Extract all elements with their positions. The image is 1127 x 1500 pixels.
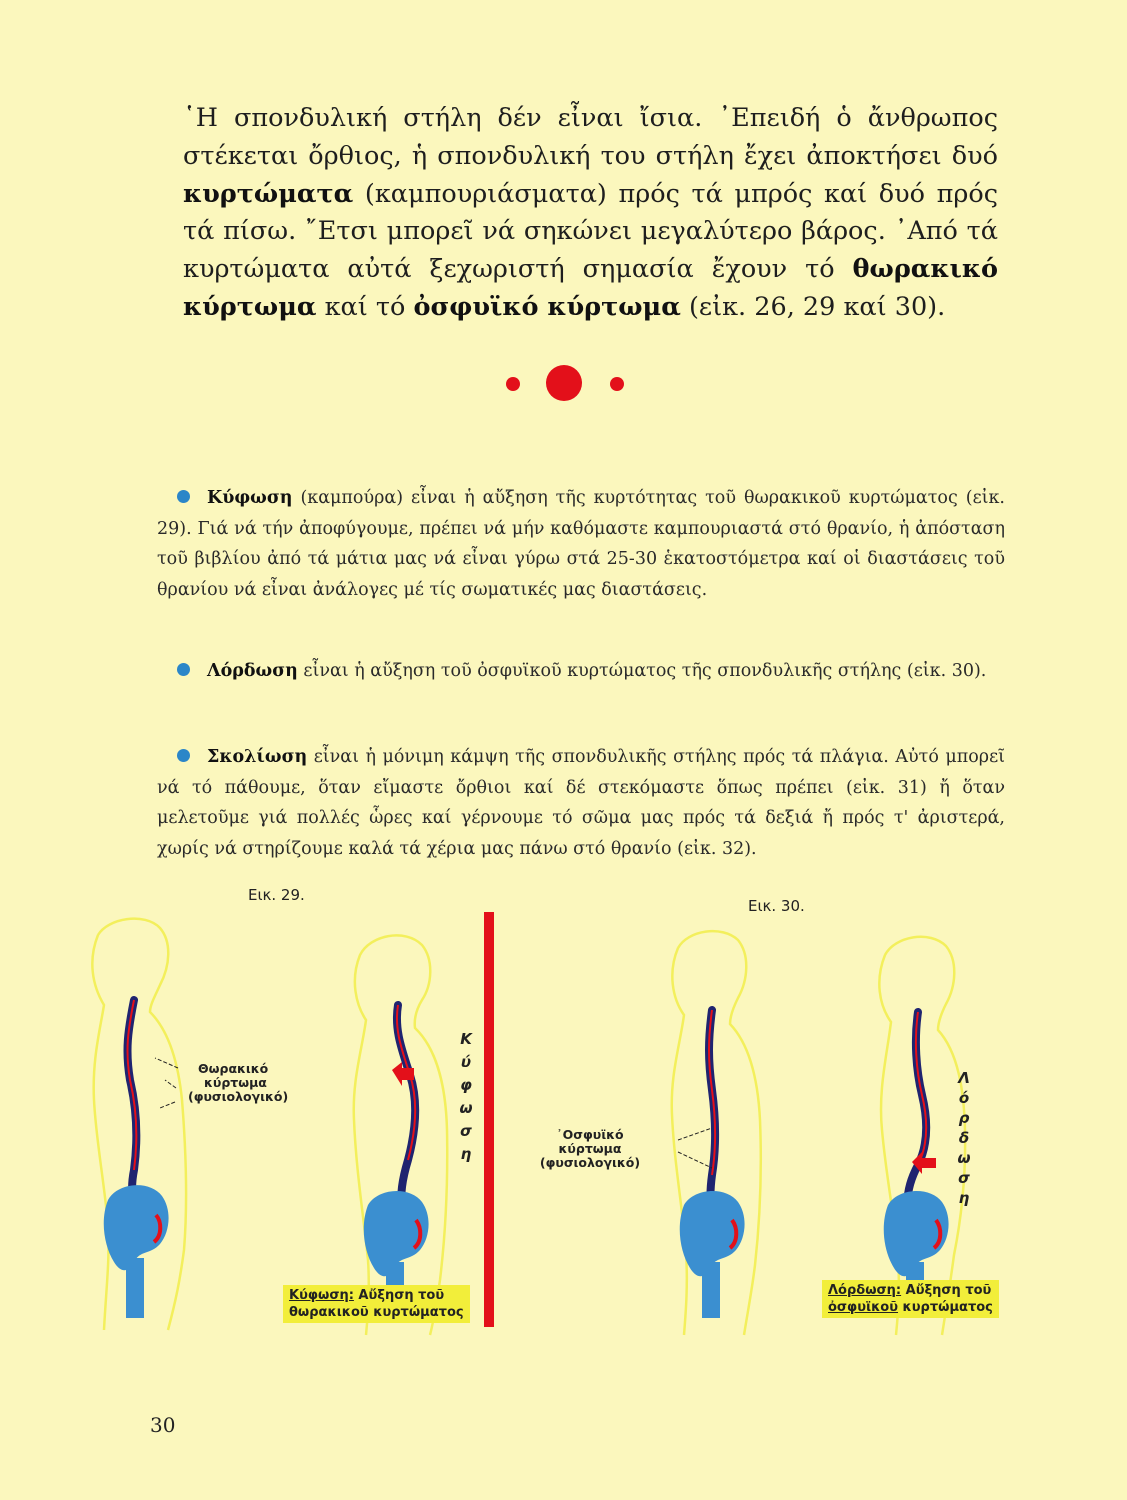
intro-text-3: καί τό [316, 291, 414, 322]
fig30-vertical-lordosis-word [954, 1068, 974, 1208]
vertical-letter: δ [958, 1129, 970, 1147]
intro-bold-lumbar: ὀσφυϊκό κύρτωμα [413, 291, 681, 322]
vertical-letter: Λ [958, 1069, 970, 1087]
kyphosis-text: (καμπούρα) εἶναι ἡ αὔξηση τῆς κυρτότητας τοῦ θωρακικοῦ κυρτώματος (εἰκ. 29). Γιά νά τήν ἀποφύγουμε, πρέπει νά μήν καθόμαστε καμπουριαστά στό θρανίο, ἡ ἀπόσταση τοῦ βιβλίου ἀπό τά μάτια μας νά εἶναι γύρω στά 25-30 ἑκατοστόμετρα καί οἱ διαστάσεις τοῦ θρανίου νά εἶναι ἀνάλογες μέ τίς σωματικές μας διαστάσεις. [157, 488, 1005, 600]
caption-text: Αὔξηση τοῦ [901, 1283, 992, 1298]
caption-term: Κύφωση: [289, 1288, 354, 1303]
annotation-line: (φυσιολογικό) [539, 1155, 641, 1170]
vertical-letter: Κ [460, 1030, 472, 1048]
intro-bold-thoracic: θωρακικό κύρτωμα [183, 254, 998, 322]
page-number: 30 [150, 1413, 176, 1437]
fig29-thoracic-annotation [180, 1062, 310, 1104]
caption-text: θωρακικοῦ κυρτώματος [289, 1305, 464, 1320]
caption-term: Λόρδωση: [828, 1283, 902, 1298]
caption-text: κυρτώματος [898, 1300, 993, 1315]
lordosis-term: Λόρδωση [207, 661, 298, 681]
intro-text-2: (καμπουριάσματα) πρός τά μπρός καί δυό πρός τά πίσω. ῎Ετσι μπορεῖ νά σηκώνει μεγαλύτερο βάρος. ᾿Από τά κυρτώματα αὐτά ξεχωριστή σημασία ἔχουν τό [183, 178, 998, 285]
intro-bold-curvatures: κυρτώματα [183, 178, 354, 209]
annotation-line: Θωρακικό [198, 1061, 269, 1076]
intro-text-4: (εἰκ. 26, 29 καί 30). [680, 291, 946, 322]
fig29-caption [283, 1285, 470, 1323]
fig30-lumbar-annotation [520, 1128, 660, 1170]
lordosis-text: εἶναι ἡ αὔξηση τοῦ ὀσφυϊκοῦ κυρτώματος τῆς σπονδυλικῆς στήλης (εἰκ. 30). [297, 661, 987, 681]
vertical-letter: ό [958, 1089, 970, 1107]
vertical-letter: ύ [460, 1053, 472, 1071]
red-divider-bar [484, 912, 494, 1327]
vertical-letter: ω [957, 1149, 971, 1167]
vertical-letter: η [958, 1189, 970, 1207]
fig30-label: Εικ. 30. [748, 897, 805, 915]
vertical-letter: η [460, 1145, 472, 1163]
fig29-vertical-kyphosis-word [456, 1028, 476, 1166]
fig30-normal-figure [672, 931, 761, 1335]
vertical-letter: σ [958, 1169, 970, 1187]
vertical-letter: ρ [958, 1109, 970, 1127]
intro-text-1: ῾Η σπονδυλική στήλη δέν εἶναι ἴσια. ᾿Επειδή ὁ ἄνθρωπος στέκεται ὄρθιος, ἡ σπονδυλική του στήλη ἔχει ἀποκτήσει δυό [183, 103, 998, 171]
scoliosis-text: εἶναι ἡ μόνιμη κάμψη τῆς σπονδυλικῆς στήλης πρός τά πλάγια. Αὐτό μπορεῖ νά τό πάθουμε, ὅταν εἴμαστε ὄρθιοι καί δέ στεκόμαστε ὅπως πρέπει (εἰκ. 31) ἤ ὅταν μελετοῦμε γιά πολλές ὧρες καί γέρνουμε τό σῶμα μας πρός τά δεξιά ἤ πρός τ' ἀριστερά, χωρίς νά στηρίζουμε καλά τά χέρια μας πάνω στό θρανίο (εἰκ. 32). [157, 747, 1005, 859]
caption-text: Αὔξηση τοῦ [353, 1288, 445, 1303]
fig30-caption [822, 1280, 999, 1318]
annotation-line: κύρτωμα [558, 1141, 622, 1156]
scoliosis-term: Σκολίωση [207, 747, 308, 767]
fig29-label: Εικ. 29. [248, 886, 305, 904]
kyphosis-term: Κύφωση [207, 488, 293, 508]
fig29-normal-figure [92, 919, 186, 1330]
annotation-line: ᾿Οσφυϊκό [556, 1127, 624, 1142]
fig30-lordosis-figure [879, 937, 965, 1335]
vertical-letter: ω [459, 1099, 473, 1117]
fig29-annotation-lines [155, 1058, 178, 1108]
vertical-letter: φ [460, 1076, 472, 1094]
annotation-line: (φυσιολογικό) [188, 1089, 289, 1104]
vertical-letter: σ [460, 1122, 472, 1140]
fig29-kyphosis-figure [354, 935, 448, 1335]
annotation-line: κύρτωμα [204, 1075, 267, 1090]
fig30-annotation-lines [678, 1128, 712, 1168]
caption-term: ὀσφυϊκοῦ [828, 1300, 899, 1315]
